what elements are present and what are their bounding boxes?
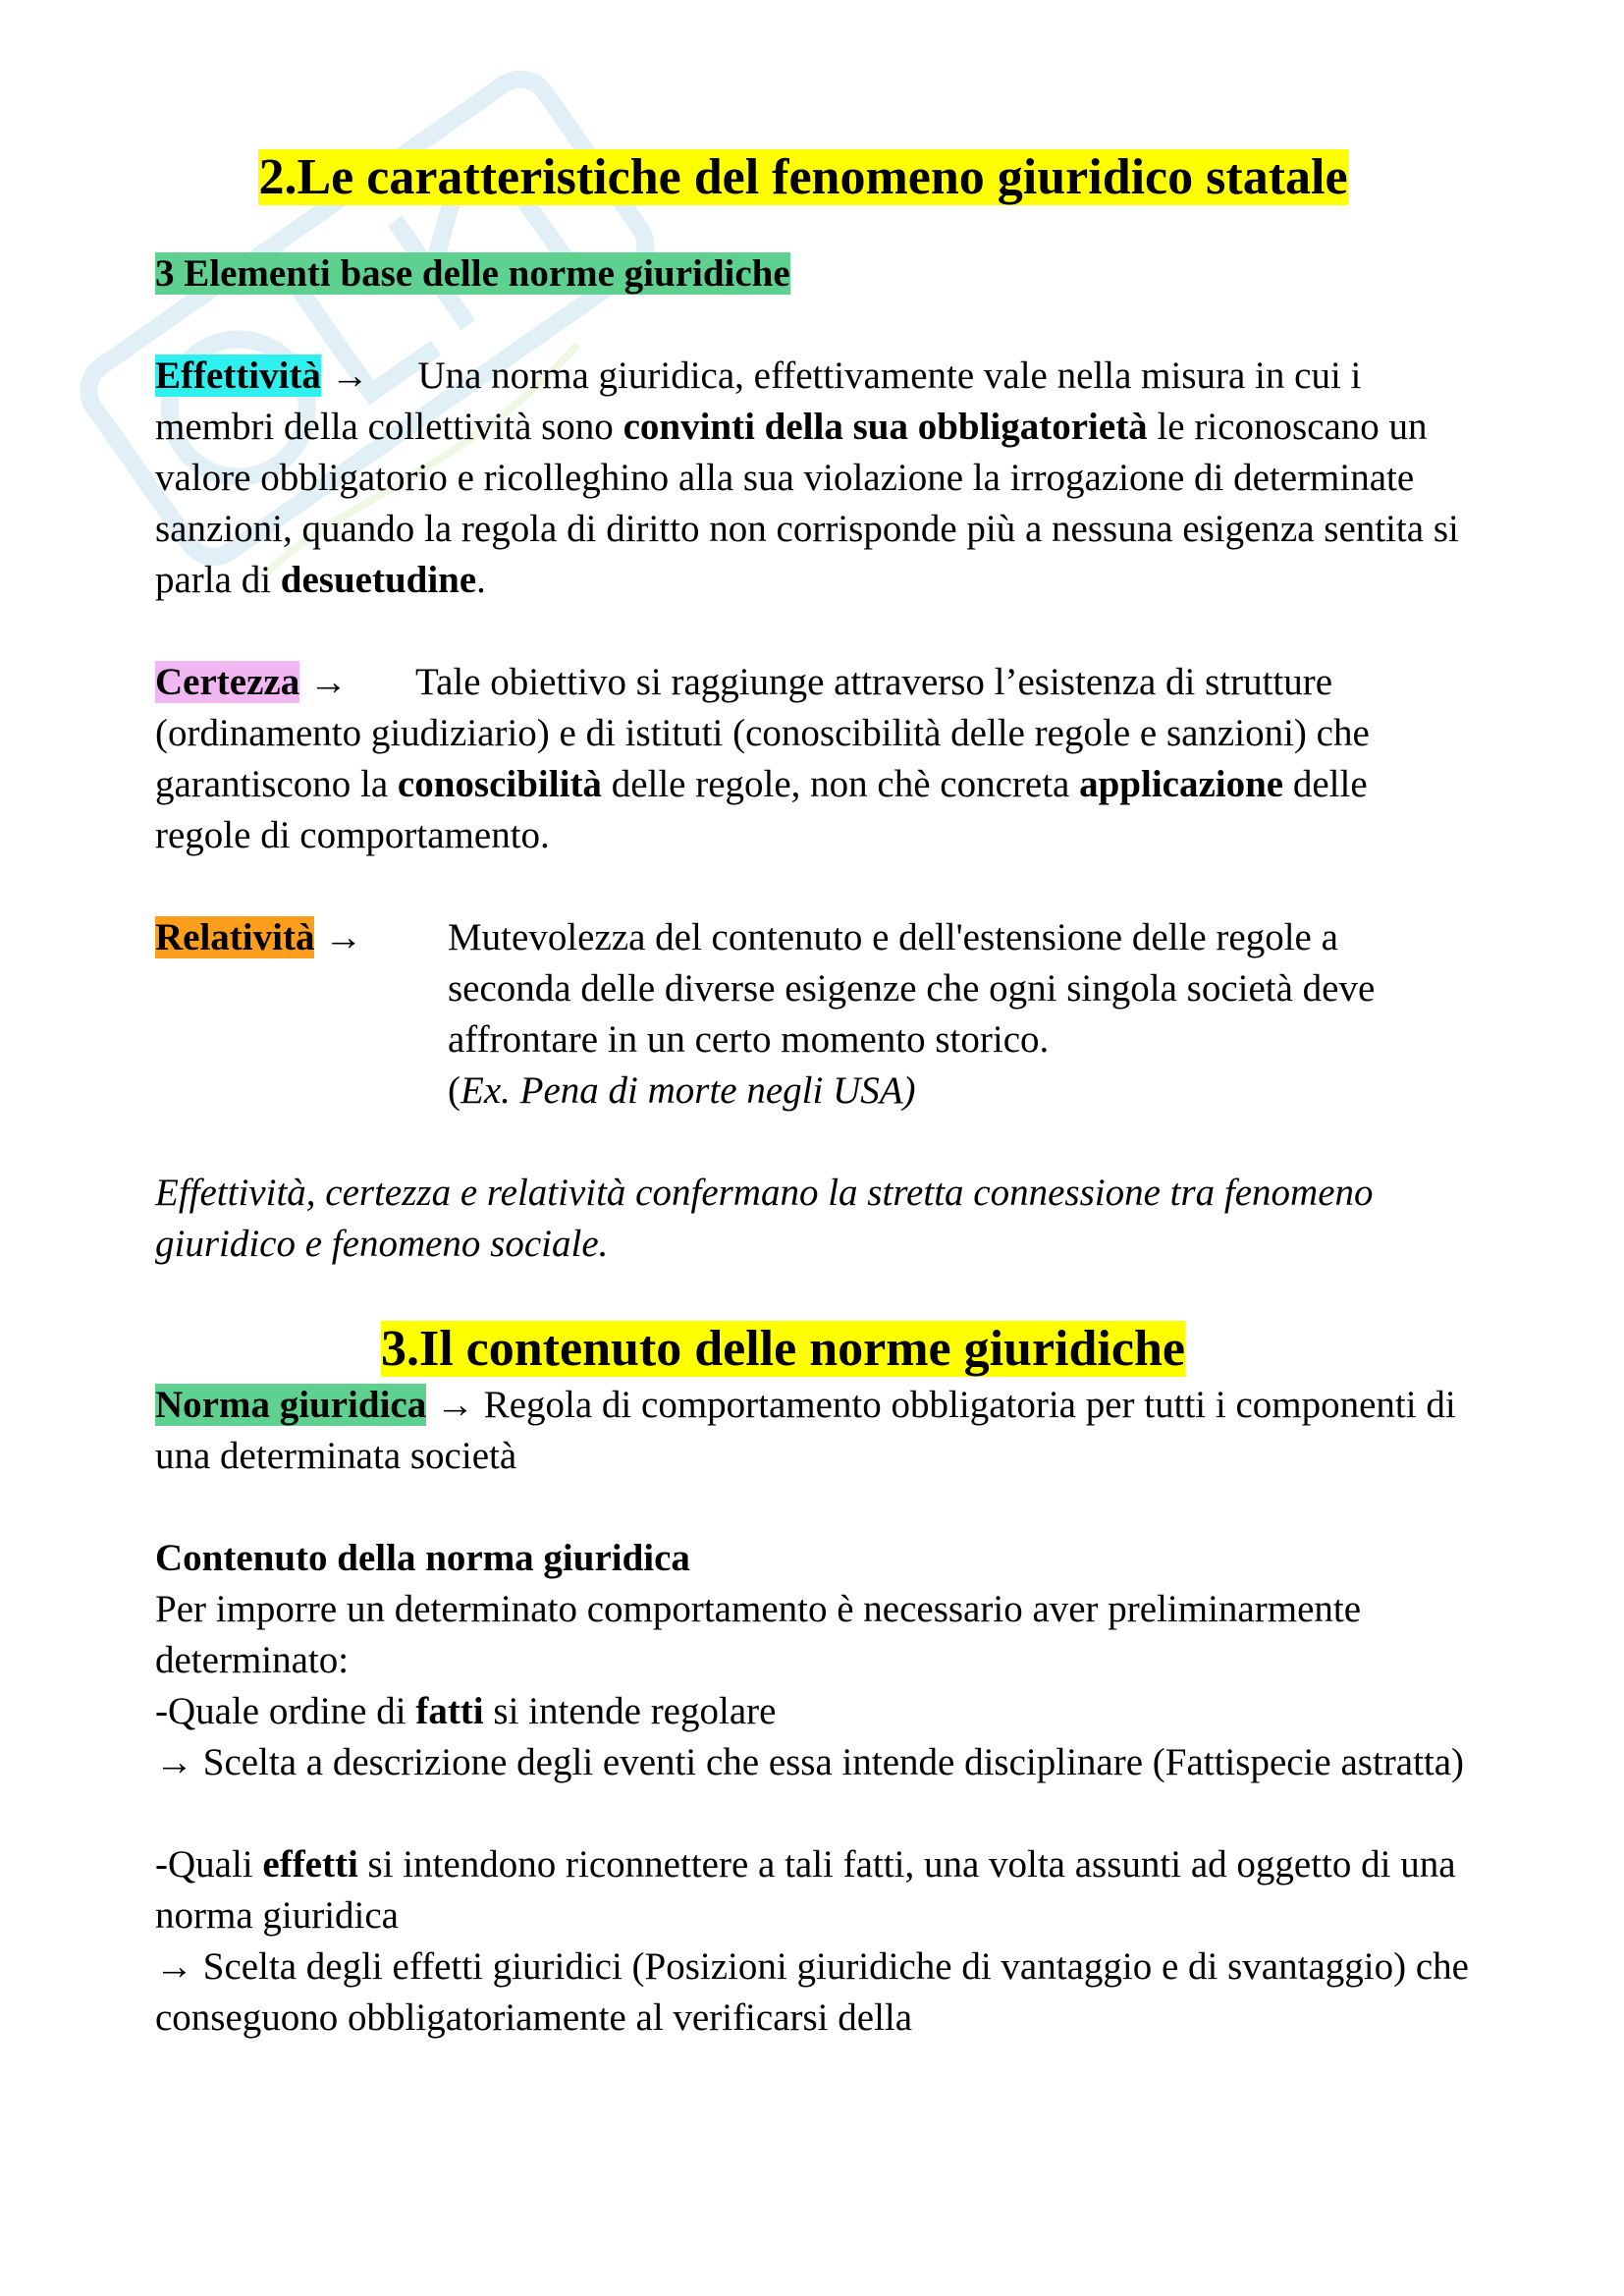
- relativita-example: Ex. Pena di morte negli USA): [460, 1069, 916, 1113]
- certezza-text-a: Tale obiettivo si raggiunge attraverso l’esistenza di strutture (ordinamento giudiziario) e di istituti (conoscibilità delle regole e sanzioni) che garantiscono la: [155, 661, 1370, 806]
- relativita-text: Mutevolezza del contenuto e dell'estensione delle regole a seconda delle diverse esigenze che ogni singola società deve affrontare in un certo momento storico.: [448, 916, 1376, 1062]
- relativita-label: [155, 912, 448, 1117]
- effettivita-text-b: le riconoscano un valore obbligatorio e ricolleghino alla sua violazione la irrogazione di determinate sanzioni, quando la regola di diritto non corrisponde più a nessuna esigenza sentita si parla di: [155, 406, 1459, 602]
- certezza-text-c: delle regole di comportamento.: [155, 763, 1368, 857]
- item1-pre: -Quale ordine di: [155, 1690, 416, 1733]
- section-title-2: [155, 1319, 1471, 1380]
- contenuto-item-1: [155, 1686, 1471, 1737]
- relativita-example-open: (: [448, 1069, 460, 1113]
- section-subtitle: [155, 249, 1471, 300]
- contenuto-item-1-note: → Scelta a descrizione degli eventi che essa intende disciplinare (Fattispecie astratta): [155, 1741, 1465, 1784]
- term-norma-giuridica: Norma giuridica: [155, 1384, 427, 1427]
- contenuto-item-2: [155, 1839, 1471, 1941]
- arrow-effettivita: →: [330, 355, 369, 398]
- item1-bold: fatti: [415, 1690, 484, 1733]
- certezza-bold-2: applicazione: [1079, 763, 1284, 806]
- page-title: [135, 147, 1471, 208]
- item1-post: si intende regolare: [483, 1690, 777, 1733]
- section-subtitle-text: 3 Elementi base delle norme giuridiche: [155, 252, 790, 296]
- paragraph-certezza: [155, 657, 1471, 861]
- paragraph-norma: [155, 1380, 1471, 1482]
- arrow-certezza: →: [308, 661, 348, 704]
- page-title-text: 2.Le caratteristiche del fenomeno giuridico statale: [258, 149, 1348, 205]
- arrow-relativita: →: [324, 916, 363, 959]
- relativita-body: [448, 912, 1471, 1117]
- norma-text: → Regola di comportamento obbligatoria per tutti i componenti di una determinata società: [155, 1384, 1456, 1478]
- conclusion-text: Effettività, certezza e relatività confermano la stretta connessione tra fenomeno giuridico e fenomeno sociale.: [155, 1172, 1374, 1266]
- contenuto-heading: Contenuto della norma giuridica: [155, 1537, 690, 1580]
- term-certezza: Certezza: [155, 661, 300, 704]
- item2-bold: effetti: [262, 1843, 358, 1886]
- effettivita-bold-2: desuetudine: [280, 559, 477, 602]
- contenuto-intro: Per imporre un determinato comportamento è necessario aver preliminarmente determinato:: [155, 1588, 1362, 1682]
- paragraph-relativita: [155, 912, 1471, 1117]
- contenuto-item-2-note: → Scelta degli effetti giuridici (Posizioni giuridiche di vantaggio e di svantaggio) che conseguono obbligatoriamente al verificarsi della: [155, 1945, 1469, 2040]
- document-page: [155, 147, 1471, 2044]
- item2-post: si intendono riconnettere a tali fatti, una volta assunti ad oggetto di una norma giuridica: [155, 1843, 1456, 1938]
- effettivita-bold-1: convinti della sua obbligatorietà: [623, 406, 1148, 449]
- item2-pre: -Quali: [155, 1843, 263, 1886]
- certezza-bold-1: conoscibilità: [397, 763, 602, 806]
- term-effettivita: Effettività: [155, 355, 321, 398]
- effettivita-text-c: .: [476, 559, 486, 602]
- section-title-2-text: 3.Il contenuto delle norme giuridiche: [381, 1321, 1185, 1378]
- certezza-text-b: delle regole, non chè concreta: [601, 763, 1080, 806]
- paragraph-effettivita: [155, 351, 1471, 606]
- effettivita-text-a: Una norma giuridica, effettivamente vale nella misura in cui i membri della collettività sono: [155, 355, 1362, 449]
- term-relativita: Relatività: [155, 916, 315, 959]
